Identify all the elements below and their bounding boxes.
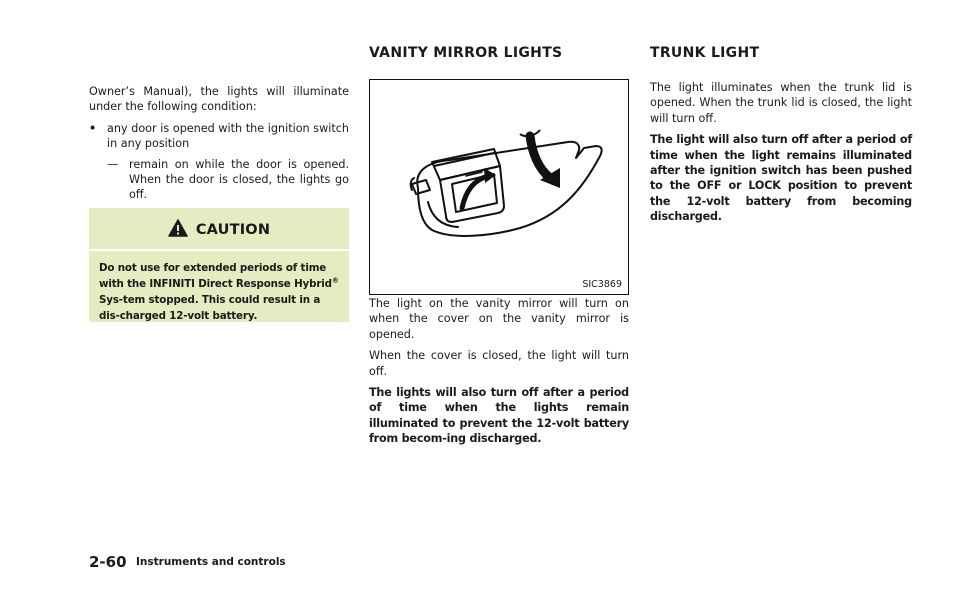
trunk-light-heading: TRUNK LIGHT	[650, 45, 760, 61]
middle-column	[369, 296, 629, 453]
trunk-paragraph-2: The light will also turn off after a period of time when the light remains illuminated after the ignition switch has been pushed to the OFF or LOCK position to prevent the 12-volt battery from becoming discharged.	[650, 133, 912, 224]
vanity-mirror-heading: VANITY MIRROR LIGHTS	[369, 45, 563, 61]
dash-mark: —	[107, 157, 119, 171]
left-column	[89, 84, 349, 203]
caution-divider	[89, 249, 349, 251]
vanity-paragraph-2: When the cover is closed, the light will turn off.	[369, 349, 629, 378]
caution-box	[89, 208, 349, 322]
vanity-paragraph-3: The lights will also turn off after a period of time when the lights remain illuminated to prevent the 12-volt battery from becom-ing discharged.	[369, 386, 629, 446]
figure-code: SIC3869	[582, 279, 622, 290]
condition-bullet	[89, 121, 349, 152]
sun-visor-illustration	[370, 80, 628, 280]
dash-text: remain on while the door is opened. When the door is closed, the lights go off.	[129, 157, 349, 202]
caution-text-part1: Do not use for extended periods of time with the INFINITI Direct Response Hybrid	[99, 262, 332, 290]
registered-mark: ®	[331, 276, 339, 285]
intro-paragraph: Owner’s Manual), the lights will illuminate under the following condition:	[89, 85, 349, 114]
page-number: 2-60	[89, 553, 127, 571]
right-column	[650, 80, 912, 231]
bullet-mark: •	[89, 121, 97, 135]
vanity-mirror-figure	[369, 79, 629, 295]
caution-title-text: CAUTION	[195, 222, 271, 238]
condition-subitem	[89, 157, 349, 203]
caution-text-part2: Sys-tem stopped. This could result in a dis-charged 12-volt battery.	[99, 294, 321, 322]
vanity-paragraph-1: The light on the vanity mirror will turn on when the cover on the vanity mirror is opened.	[369, 297, 629, 341]
warning-triangle-icon	[168, 219, 188, 237]
caution-title	[89, 219, 349, 238]
bullet-text: any door is opened with the ignition switch in any position	[107, 121, 349, 151]
section-title: Instruments and controls	[136, 556, 286, 568]
caution-text	[99, 260, 341, 324]
trunk-paragraph-1: The light illuminates when the trunk lid is opened. When the trunk lid is closed, the light will turn off.	[650, 81, 912, 125]
